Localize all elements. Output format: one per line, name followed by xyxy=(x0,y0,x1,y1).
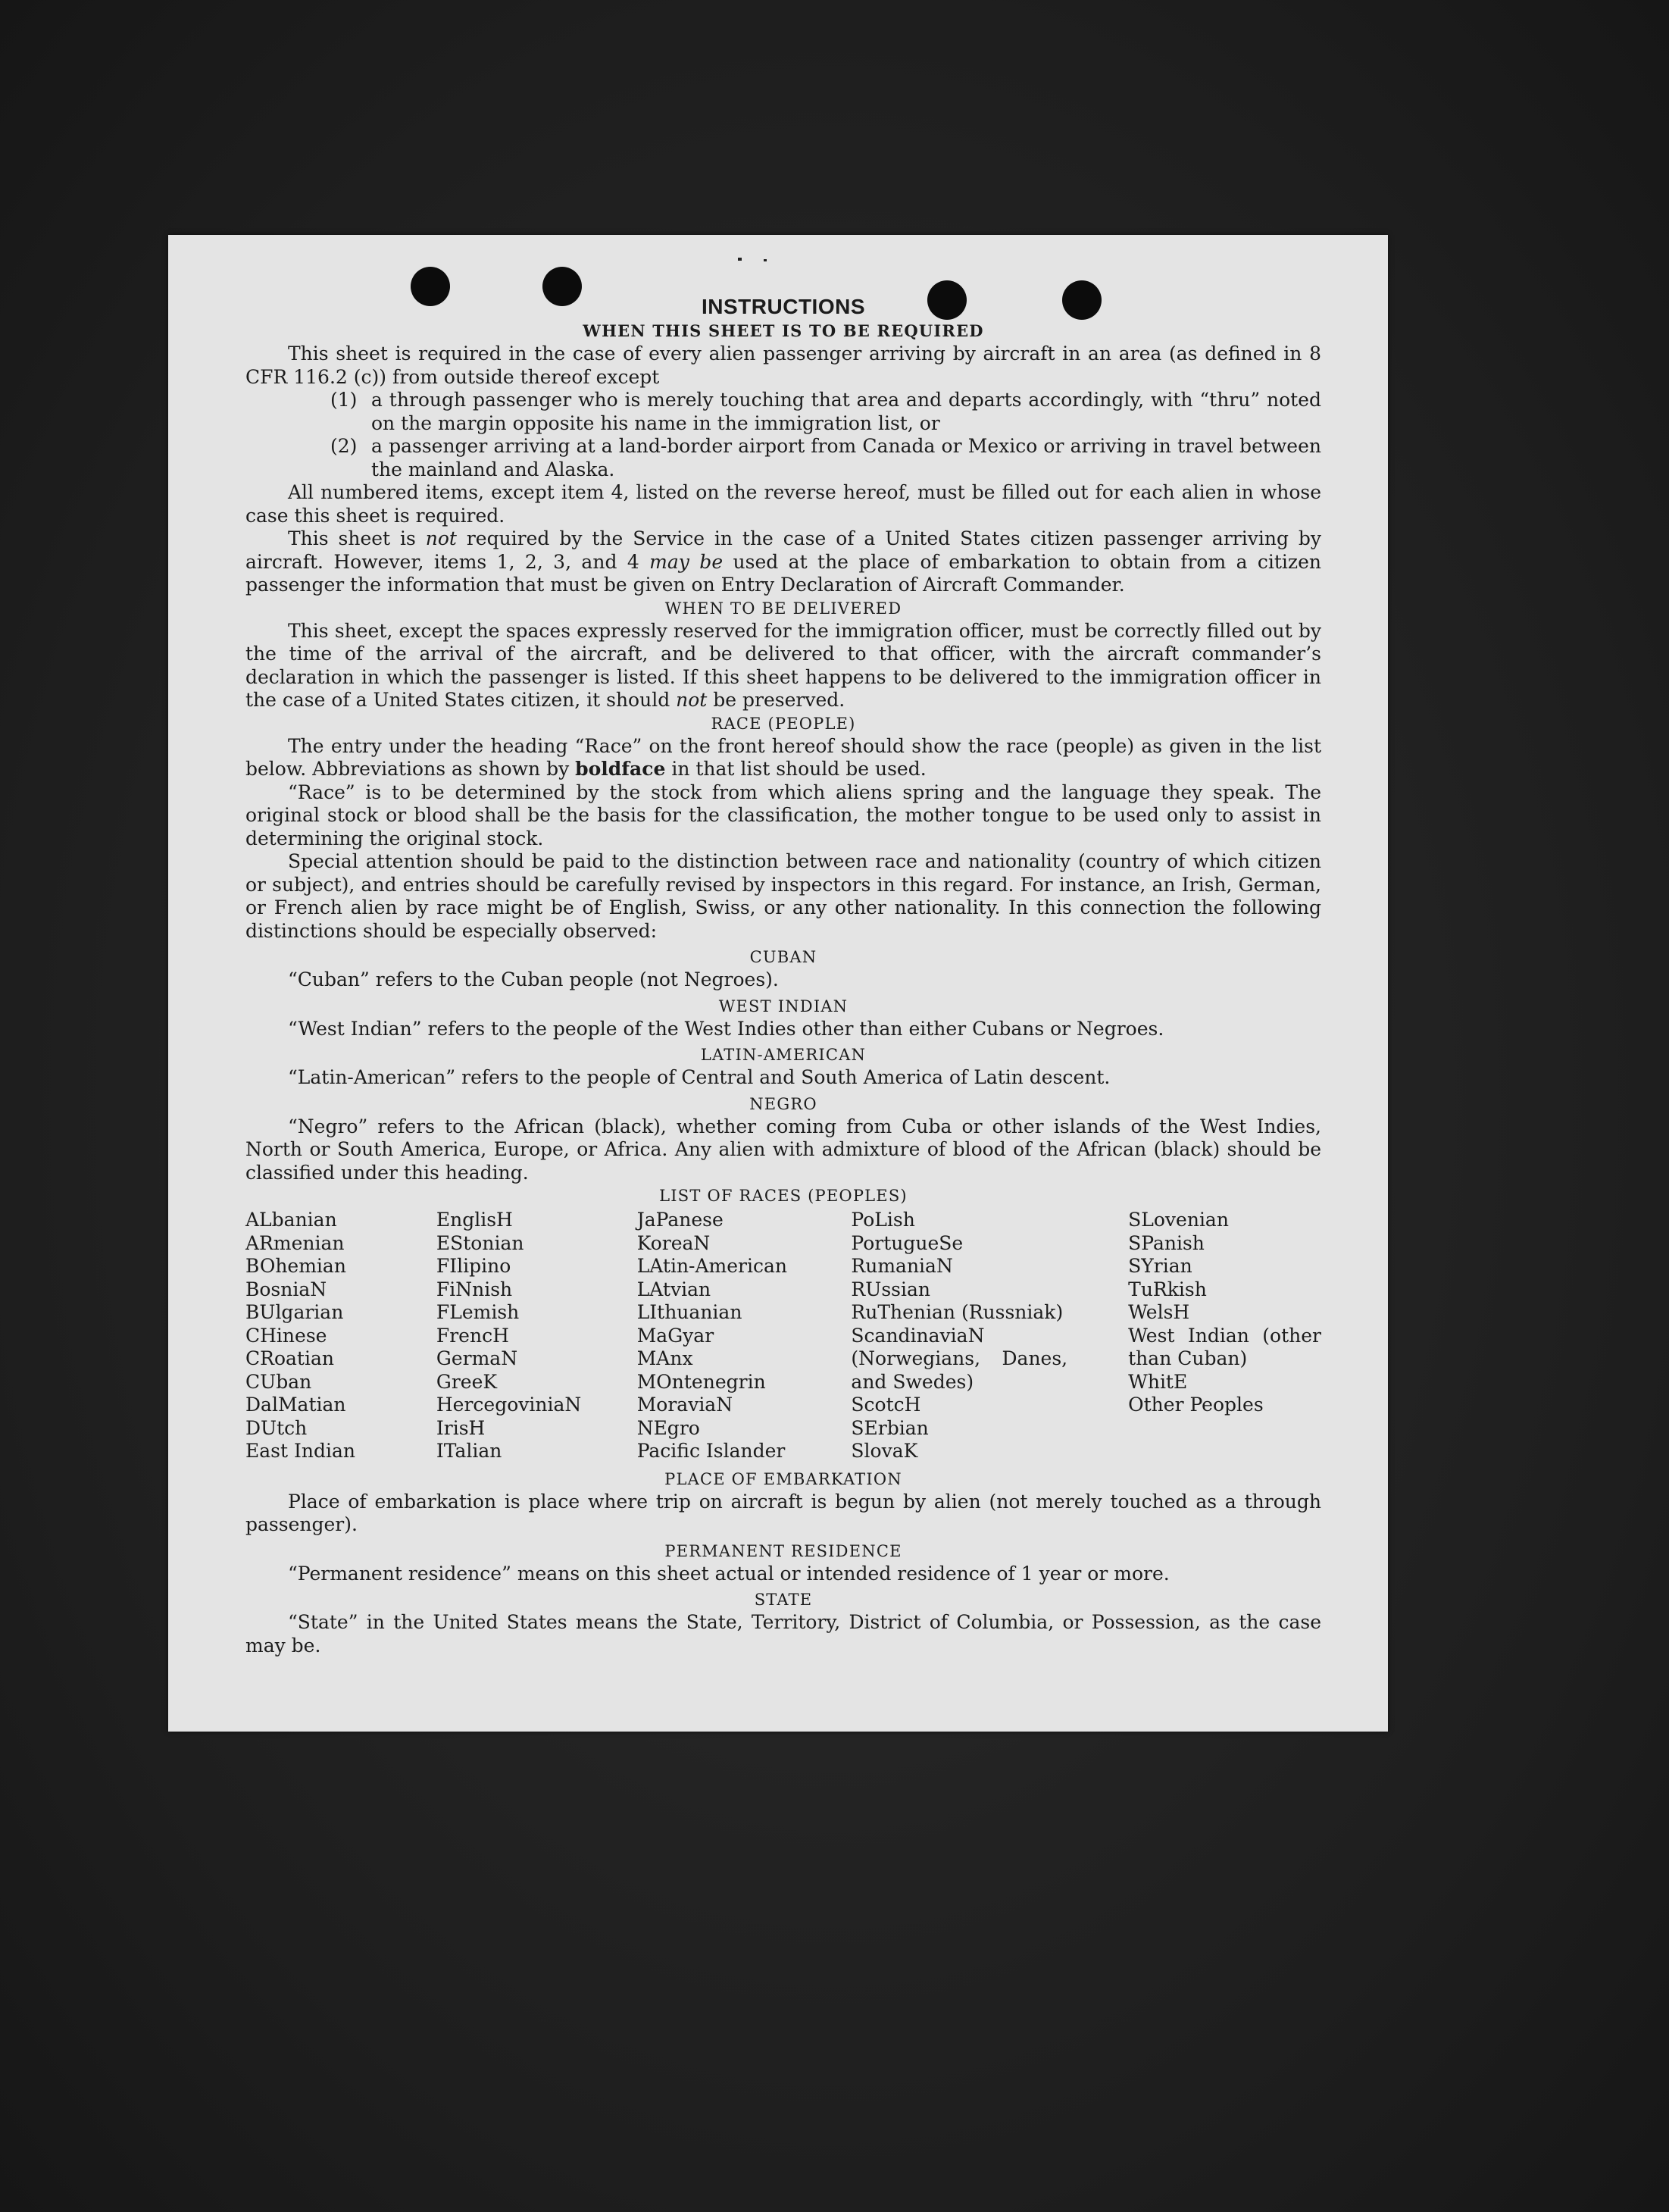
race-column xyxy=(1128,1209,1321,1463)
race-entry: DUtch xyxy=(245,1416,308,1439)
race-entry: WhitE xyxy=(1128,1370,1188,1393)
paragraph: “Permanent residence” means on this sheet actual or intended residence of 1 year or more. xyxy=(288,1562,1170,1585)
race-entry: FIlipino xyxy=(436,1255,511,1277)
race-entry: RuThenian (Russniak) xyxy=(851,1301,1064,1323)
race-entry: East Indian xyxy=(245,1440,355,1462)
race-entry: SErbian xyxy=(851,1416,929,1439)
race-entry: MoraviaN xyxy=(636,1394,733,1416)
race-entry: TuRkish xyxy=(1128,1278,1207,1300)
section-heading: WHEN THIS SHEET IS TO BE REQUIRED xyxy=(583,321,984,340)
item-text: a passenger arriving at a land-border airport from Canada or Mexico or arriving in travel between the mainland and Alaska. xyxy=(371,435,1321,480)
emphasis: may be xyxy=(649,550,724,573)
race-entry: ScandinaviaN (Norwegians, Danes, and Swedes) xyxy=(851,1324,1068,1393)
text-run: be preserved. xyxy=(707,689,845,711)
race-column xyxy=(245,1209,436,1463)
section-heading: RACE (PEOPLE) xyxy=(711,714,856,733)
section-heading: WEST INDIAN xyxy=(718,996,849,1015)
race-entry: BosniaN xyxy=(245,1278,327,1300)
emphasis: not xyxy=(676,689,708,711)
section-heading: PERMANENT RESIDENCE xyxy=(664,1541,902,1560)
section-heading: STATE xyxy=(754,1591,813,1609)
bold-text: boldface xyxy=(575,758,666,780)
race-entry: FLemish xyxy=(436,1301,520,1323)
emphasis: not xyxy=(425,527,457,549)
race-entry: WelsH xyxy=(1128,1301,1190,1323)
item-number: (2) xyxy=(330,435,358,457)
race-entry: MAnx xyxy=(636,1347,693,1369)
item-text: a through passenger who is merely touching that area and departs accordingly, with “thru” noted on the margin opposite his name in the immigration list, or xyxy=(371,389,1321,434)
race-entry: FrencH xyxy=(436,1324,509,1347)
section-heading: CUBAN xyxy=(749,948,817,966)
race-entry: GreeK xyxy=(436,1370,498,1393)
race-entry: Other Peoples xyxy=(1128,1394,1264,1416)
race-entry: RumaniaN xyxy=(851,1255,953,1277)
race-entry: EStonian xyxy=(436,1231,524,1254)
instruction-sheet xyxy=(168,235,1388,1732)
page-title: INSTRUCTIONS xyxy=(702,295,865,318)
sheet-content xyxy=(245,294,1321,1657)
race-entry: GermaN xyxy=(436,1347,518,1369)
section-heading: PLACE OF EMBARKATION xyxy=(664,1469,902,1488)
race-column xyxy=(637,1209,852,1463)
race-entry: HercegoviniaN xyxy=(436,1394,582,1416)
race-entry: CRoatian xyxy=(245,1347,334,1369)
race-entry: ALbanian xyxy=(245,1209,337,1231)
race-entry: CUban xyxy=(245,1370,312,1393)
race-entry: LAtin-American xyxy=(636,1255,788,1277)
race-column xyxy=(851,1209,1067,1463)
numbered-item xyxy=(330,435,1321,481)
race-entry: RUssian xyxy=(851,1278,930,1300)
section-heading: WHEN TO BE DELIVERED xyxy=(664,599,902,618)
text-run: The entry under the heading “Race” on the front hereof should show the race (people) as given in the list below. Abbreviations as shown by xyxy=(245,734,1321,780)
paragraph: This sheet is required in the case of every alien passenger arriving by aircraft in an area (as defined in 8 CFR 116.2 (c)) from outside thereof except xyxy=(245,343,1321,388)
race-entry: JaPanese xyxy=(636,1209,724,1231)
race-entry: CHinese xyxy=(245,1324,327,1347)
race-column xyxy=(436,1209,637,1463)
race-entry: West Indian (other than Cuban) xyxy=(1128,1324,1321,1369)
item-number: (1) xyxy=(330,389,358,411)
paragraph: “State” in the United States means the State, Territory, District of Columbia, or Possession, as the case may be. xyxy=(245,1611,1321,1657)
race-entry: PortugueSe xyxy=(851,1231,964,1254)
race-entry: SYrian xyxy=(1128,1255,1192,1277)
paragraph: “West Indian” refers to the people of the West Indies other than either Cubans or Negroes. xyxy=(288,1017,1164,1040)
section-heading: NEGRO xyxy=(749,1094,817,1113)
paragraph xyxy=(245,527,1321,597)
section-heading: LATIN-AMERICAN xyxy=(700,1046,867,1064)
race-entry: KoreaN xyxy=(636,1231,711,1254)
paragraph: “Latin-American” refers to the people of Central and South America of Latin descent. xyxy=(288,1066,1111,1088)
race-entry: BOhemian xyxy=(245,1255,346,1277)
race-entry: EnglisH xyxy=(436,1209,513,1231)
paragraph: Special attention should be paid to the distinction between race and nationality (country of which citizen or subject), and entries should be carefully revised by inspectors in this regard. For instance, an Irish, German, or French alien by race might be of English, Swiss, or any other nationality. In this connection the following distinctions should be especially observed: xyxy=(245,850,1321,942)
text-run: This sheet is xyxy=(288,527,426,549)
race-entry: IrisH xyxy=(436,1416,486,1439)
race-entry: SLovenian xyxy=(1128,1209,1229,1231)
paragraph: “Negro” refers to the African (black), whether coming from Cuba or other islands of the West Indies, North or South America, Europe, or Africa. Any alien with admixture of blood of the African (black) should be classified under this heading. xyxy=(245,1115,1321,1184)
numbered-item xyxy=(330,389,1321,435)
paragraph: All numbered items, except item 4, listed on the reverse hereof, must be filled out for each alien in whose case this sheet is required. xyxy=(245,481,1321,527)
race-entry: NEgro xyxy=(636,1416,700,1439)
paragraph xyxy=(245,735,1321,781)
paragraph xyxy=(245,620,1321,712)
race-entry: LAtvian xyxy=(636,1278,711,1300)
speck xyxy=(764,259,767,261)
race-entry: FiNnish xyxy=(436,1278,513,1300)
section-heading: LIST OF RACES (PEOPLES) xyxy=(659,1187,908,1205)
race-entry: ScotcH xyxy=(851,1394,921,1416)
race-entry: PoLish xyxy=(851,1209,915,1231)
text-run: used at the place of embarkation to obtain from a citizen passenger the information that must be given on Entry Declaration of Aircraft Commander. xyxy=(245,550,1321,596)
race-entry: ITalian xyxy=(436,1440,502,1462)
speck xyxy=(738,258,742,261)
race-list xyxy=(245,1209,1321,1463)
race-entry: ARmenian xyxy=(245,1231,345,1254)
text-run: This sheet, except the spaces expressly reserved for the immigration officer, must be correctly filled out by the time of the arrival of the aircraft, and be delivered to that officer, with the aircraft commander’s declaration in which the passenger is listed. If this sheet happens to be delivered to the immigration officer in the case of a United States citizen, it should xyxy=(245,619,1321,711)
paragraph: “Cuban” refers to the Cuban people (not Negroes). xyxy=(288,968,779,990)
race-entry: MaGyar xyxy=(636,1324,714,1347)
text-run: required by the Service in the case of a United States citizen passenger arriving by aircraft. However, items 1, 2, 3, and 4 xyxy=(245,527,1321,573)
race-entry: MOntenegrin xyxy=(636,1370,766,1393)
text-run: in that list should be used. xyxy=(665,758,927,780)
paragraph: “Race” is to be determined by the stock from which aliens spring and the language they speak. The original stock or blood shall be the basis for the classification, the mother tongue to be used only to assist in determining the original stock. xyxy=(245,781,1321,849)
race-entry: LIthuanian xyxy=(636,1301,742,1323)
race-entry: BUlgarian xyxy=(245,1301,344,1323)
race-entry: DalMatian xyxy=(245,1394,346,1416)
race-entry: SlovaK xyxy=(851,1440,918,1462)
race-entry: Pacific Islander xyxy=(636,1440,786,1462)
paragraph: Place of embarkation is place where trip on aircraft is begun by alien (not merely touched as a through passenger). xyxy=(245,1490,1321,1535)
race-entry: SPanish xyxy=(1128,1231,1205,1254)
